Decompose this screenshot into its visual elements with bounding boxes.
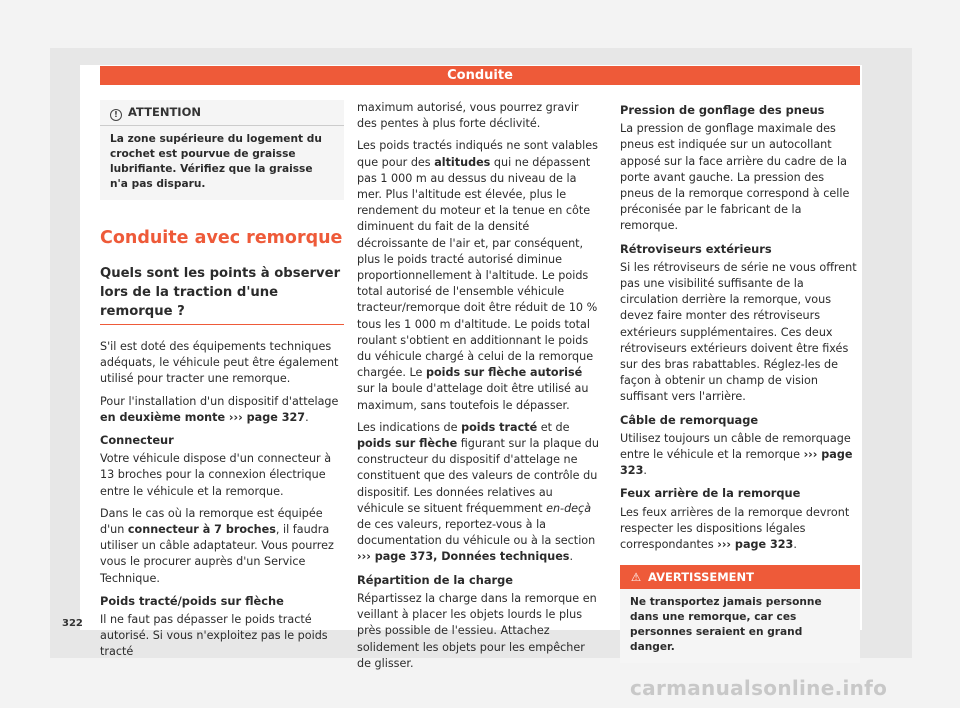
paragraph-altitudes bbox=[357, 138, 601, 413]
text-run: . bbox=[643, 464, 647, 478]
attention-header bbox=[100, 100, 344, 126]
text-run: et de bbox=[537, 420, 570, 434]
text-run: . bbox=[305, 410, 309, 424]
text-bold: poids sur flèche bbox=[357, 437, 458, 451]
text-run: , il faudra utiliser un câble adaptateur. Vous pourrez vous le procurer auprès d'un Service Technique. bbox=[100, 523, 334, 585]
text-run: qui ne dépassent pas 1 000 m au dessus du niveau de la mer. Plus l'altitude est élevée, plus le rendement du moteur et la tenue en côte diminuent du fait de la densité décroissante de l'air et, par conséquent, plus le poids tracté autorisé diminue proportionnellement à l'altitude. Le poids total autorisé de l'ensemble véhicule tracteur/remorque doit être réduit de 10 % tous les 1 000 m d'altitude. Le poids total roulant s'obtient en additionnant le poids du véhicule chargé à celui de la remorque chargée. Le bbox=[357, 155, 598, 380]
heading-pression: Pression de gonflage des pneus bbox=[620, 103, 825, 117]
text-bold: poids tracté bbox=[461, 420, 538, 434]
text-run: . bbox=[793, 538, 797, 552]
text-bold: poids sur flèche autorisé bbox=[425, 366, 583, 380]
heading-repartition: Répartition de la charge bbox=[357, 572, 513, 587]
text-italic: en-deçà bbox=[546, 501, 592, 515]
attention-title: ATTENTION bbox=[128, 105, 201, 119]
text-run: figurant sur la plaque du constructeur du dispositif d'attelage ne constituent que des valeurs de contrôle du dispositif. Les données relatives au véhicule se situent fréquemment bbox=[357, 437, 599, 515]
paragraph-pression: La pression de gonflage maximale des pneus est indiquée sur un autocollant apposé sur la face arrière du cadre de la porte avant gauche. La pression des pneus de la remorque correspond à celle préconisée par le fabricant de la remorque. bbox=[620, 122, 850, 233]
text-run: de ces valeurs, reportez-vous à la documentation du véhicule ou à la section bbox=[357, 518, 596, 548]
text-bold: connecteur à 7 broches bbox=[127, 523, 276, 537]
page-link-323[interactable]: ››› page 323 bbox=[717, 538, 794, 552]
paragraph-retroviseurs: Si les rétroviseurs de série ne vous offrent pas une visibilité suffisante de la circulation derrière la remorque, vous devez faire monter des rétroviseurs extérieurs supplémentaires. Ces deux rétroviseurs extérieurs doivent être fixés sur des bras rabattables. Réglez-les de façon à obtenir un champ de vision suffisant vers l'arrière. bbox=[620, 260, 857, 404]
column-middle bbox=[357, 100, 601, 678]
chapter-header: Conduite bbox=[100, 66, 860, 85]
text-run: Dans le cas où la remorque est équipée d'un bbox=[100, 506, 323, 537]
paragraph-connecteur: Votre véhicule dispose d'un connecteur à 13 broches pour la connexion électrique entre le véhicule et la remorque. bbox=[100, 452, 332, 498]
text-bold: altitudes bbox=[434, 155, 491, 169]
section-title: Conduite avec remorque bbox=[100, 228, 343, 248]
page-link-373[interactable]: ››› page 373, Données techniques bbox=[357, 550, 570, 564]
heading-cable: Câble de remorquage bbox=[620, 412, 759, 427]
section-subtitle: Quels sont les points à observer lors de la traction d'une remorque ? bbox=[100, 264, 344, 325]
text-run: sur la boule d'attelage doit être utilisé au maximum, sans toutefois le dépasser. bbox=[357, 382, 589, 412]
paragraph-indications bbox=[357, 420, 601, 566]
paragraph-repartition: Répartissez la charge dans la remorque en veillant à placer les objets lourds le plus près possible de l'essieu. Attachez solidement les objets pour les empêcher de glisser. bbox=[357, 591, 597, 670]
warning-header bbox=[620, 565, 860, 589]
paragraph-adaptateur bbox=[100, 506, 344, 587]
paragraph-intro: S'il est doté des équipements techniques adéquats, le véhicule peut être également utilisé pour tracter une remorque. bbox=[100, 340, 339, 386]
page-link-327[interactable]: ››› page 327 bbox=[225, 410, 306, 424]
attention-box bbox=[100, 100, 344, 200]
paragraph-cable bbox=[620, 431, 860, 480]
warning-box bbox=[620, 565, 860, 663]
warning-title: AVERTISSEMENT bbox=[648, 570, 755, 585]
text-run: Pour l'installation d'un dispositif d'attelage bbox=[100, 394, 339, 408]
text-run: Les poids tractés indiqués ne sont valables que pour des bbox=[357, 139, 598, 169]
warning-text: Ne transportez jamais personne dans une remorque, car ces personnes seraient en grand danger. bbox=[630, 596, 822, 654]
paragraph-feux bbox=[620, 505, 860, 554]
text-bold: en deuxième monte bbox=[100, 410, 226, 424]
column-right bbox=[620, 100, 860, 675]
text-run: Utilisez toujours un câble de remorquage entre le véhicule et la remorque bbox=[620, 431, 851, 462]
paragraph-pentes: maximum autorisé, vous pourrez gravir des pentes à plus forte déclivité. bbox=[357, 101, 579, 131]
heading-feux: Feux arrière de la remorque bbox=[620, 486, 801, 501]
column-left bbox=[100, 100, 344, 667]
text-run: Les feux arrières de la remorque devront respecter les dispositions légales correspondantes bbox=[620, 505, 850, 552]
info-circle-icon: ! bbox=[110, 109, 122, 121]
attention-text: La zone supérieure du logement du crochet est pourvue de graisse lubrifiante. Vérifiez que la graisse n'a pas disparu. bbox=[110, 133, 322, 190]
text-run: Les indications de bbox=[357, 420, 462, 434]
page-number: 322 bbox=[62, 618, 83, 629]
paragraph-attelage bbox=[100, 394, 344, 426]
heading-connecteur: Connecteur bbox=[100, 433, 174, 448]
warning-triangle-icon: ⚠ bbox=[630, 570, 642, 585]
page-link-323[interactable]: ››› page 323 bbox=[620, 448, 853, 478]
heading-retroviseurs: Rétroviseurs extérieurs bbox=[620, 241, 772, 256]
watermark: carmanualsonline.info bbox=[630, 676, 888, 700]
text-run: . bbox=[569, 550, 574, 564]
paragraph-poids: Il ne faut pas dépasser le poids tracté autorisé. Si vous n'exploitez pas le poids tracté bbox=[100, 613, 328, 659]
heading-poids: Poids tracté/poids sur flèche bbox=[100, 593, 284, 608]
